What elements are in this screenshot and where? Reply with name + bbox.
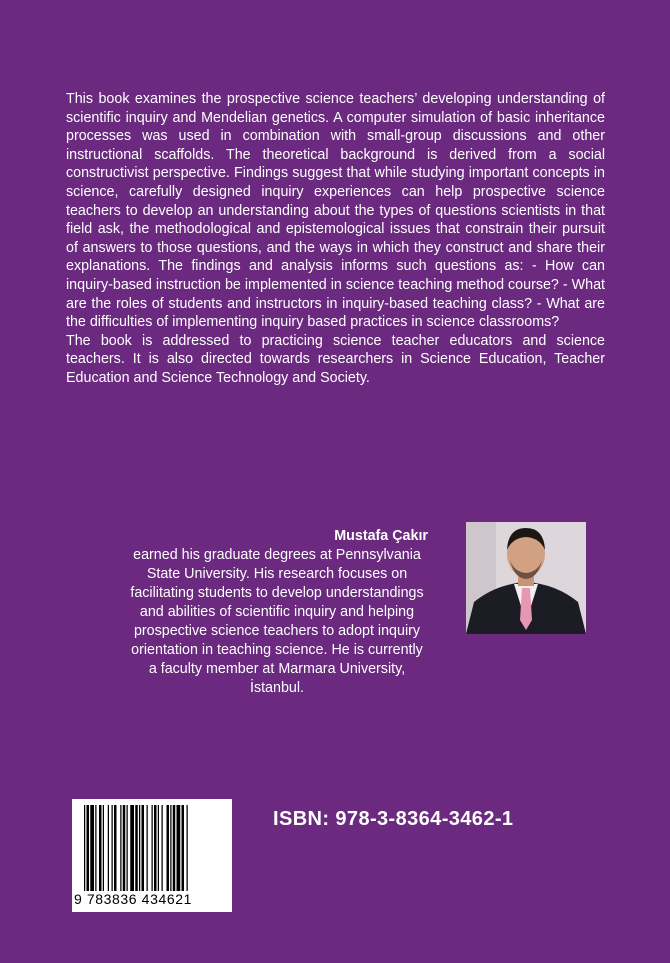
author-name: Mustafa Çakır [334, 528, 428, 544]
isbn-label: ISBN: 978-3-8364-3462-1 [273, 808, 514, 830]
description-paragraph-2: The book is addressed to practicing science teacher educators and science teachers. It is also directed towards researchers in Science Education, Teacher Education and Science Technology and Society. [66, 332, 605, 386]
description-paragraph-1: This book examines the prospective science teachers’ developing understanding of scientific inquiry and Mendelian genetics. A computer simulation of basic inheritance processes was used in combination with small-group discussions and other instructional scaffolds. The theoretical background is derived from a social constructivist perspective. Findings suggest that while studying important concepts in science, carefully designed inquiry experiences can help prospective science teachers to develop an understanding about the types of questions scientists in that field ask, the methodological and epistemological issues that constrain their pursuit of answers to those questions, and the ways in which they construct and share their explanations. The findings and analysis informs such questions as: - How can inquiry-based instruction be implemented in science teaching method course? - What are the roles of students and instructors in inquiry-based teaching class? - What are the difficulties of implementing inquiry based practices in science classrooms? [66, 91, 605, 331]
author-bio: earned his graduate degrees at Pennsylvania State University. His research focuses on facilitating students to develop understandings and abilities of scientific inquiry and helping prospective science teachers to adopt inquiry orientation in teaching science. He is currently a faculty member at Marmara University, İstanbul. [130, 547, 424, 696]
author-photo [466, 522, 586, 634]
author-bio-block [126, 527, 428, 698]
barcode-digits: 9 783836 434621 [74, 891, 192, 907]
book-description [66, 90, 605, 388]
